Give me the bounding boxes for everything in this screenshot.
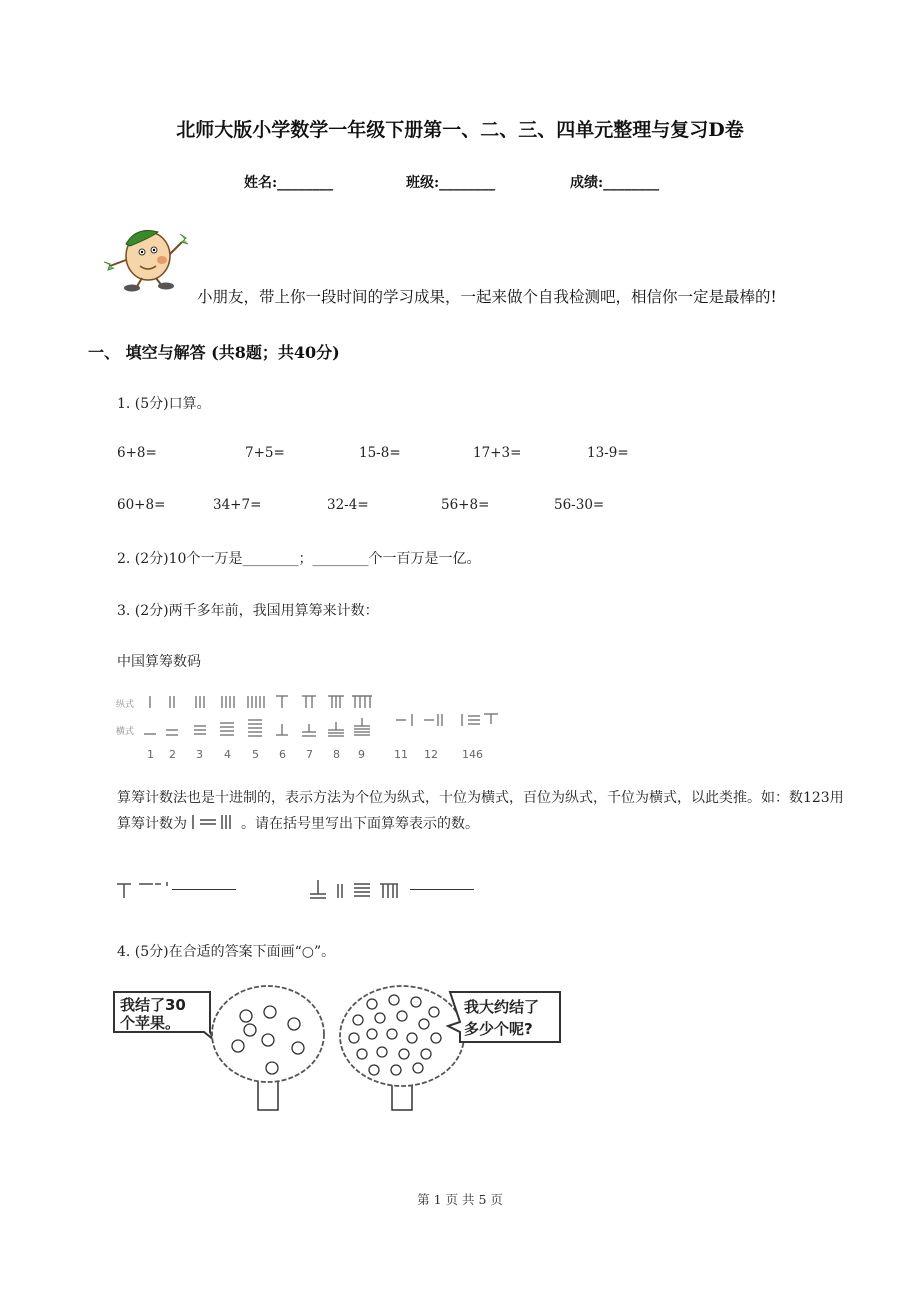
rod-number: 4 — [224, 748, 231, 761]
question-2: 2. (2分)10个一万是________；________个一百万是一亿。 — [117, 551, 481, 567]
bubble-right-line1: 我大约结了 — [464, 998, 540, 1016]
name-field-label: 姓名:________ — [244, 175, 334, 191]
rod-number: 9 — [358, 748, 365, 761]
arith-item: 15-8= — [359, 445, 401, 461]
score-field-label: 成绩:________ — [570, 175, 660, 191]
rod-number: 12 — [424, 748, 438, 761]
rod-number: 11 — [394, 748, 408, 761]
rod-exercise-2 — [308, 878, 404, 902]
rod-number: 1 — [147, 748, 154, 761]
figure-caption: 中国算筹数码 — [117, 654, 201, 670]
arith-item: 13-9= — [587, 445, 629, 461]
question-4: 4. (5分)在合适的答案下面画“○”。 — [117, 944, 336, 960]
section-heading: 一、 填空与解答 (共8题；共40分) — [88, 343, 340, 362]
arith-item: 56-30= — [554, 497, 605, 513]
question-1: 1. (5分)口算。 — [117, 396, 211, 412]
rod-number: 2 — [169, 748, 176, 761]
page-title: 北师大版小学数学一年级下册第一、二、三、四单元整理与复习D卷 — [176, 119, 744, 141]
rod-number: 146 — [462, 748, 483, 761]
answer-blank-1[interactable] — [172, 889, 236, 890]
arith-item: 7+5= — [245, 445, 285, 461]
intro-text: 小朋友，带上你一段时间的学习成果，一起来做个自我检测吧，相信你一定是最棒的! — [197, 288, 777, 306]
arith-item: 56+8= — [441, 497, 490, 513]
counting-rods-figure — [112, 690, 512, 764]
apple-trees-illustration — [110, 982, 570, 1132]
page-footer: 第 1 页 共 5 页 — [417, 1192, 503, 1207]
rod-exercise-1 — [115, 880, 175, 902]
question-3: 3. (2分)两千多年前，我国用算筹来计数： — [117, 603, 379, 619]
mascot-illustration — [100, 220, 192, 292]
rod-number: 3 — [196, 748, 203, 761]
arith-item: 60+8= — [117, 497, 166, 513]
bubble-left-line2: 个苹果。 — [120, 1014, 181, 1032]
rod-number: 8 — [333, 748, 340, 761]
arith-item: 32-4= — [327, 497, 369, 513]
arith-item: 34+7= — [213, 497, 262, 513]
rod-explanation-part2: 。请在括号里写出下面算筹表示的数。 — [241, 816, 479, 832]
rod-explanation — [117, 785, 847, 837]
vertical-form-label: 纵式 — [116, 700, 135, 710]
bubble-left-line1: 我结了30 — [120, 996, 186, 1014]
bubble-right-line2: 多少个呢? — [464, 1020, 533, 1038]
rod-number: 7 — [306, 748, 313, 761]
rod-number: 5 — [252, 748, 259, 761]
arith-item: 17+3= — [473, 445, 522, 461]
rod-123-example — [190, 813, 238, 831]
answer-blank-2[interactable] — [410, 889, 474, 890]
rod-number: 6 — [279, 748, 286, 761]
rod-explanation-part1: 算筹计数法也是十进制的，表示方法为个位为纵式，十位为横式，百位为纵式，千位为横式，以此类推。如：数123用算筹计数为 — [117, 790, 844, 832]
arith-item: 6+8= — [117, 445, 157, 461]
horizontal-form-label: 横式 — [116, 727, 135, 737]
class-field-label: 班级:________ — [406, 175, 496, 191]
